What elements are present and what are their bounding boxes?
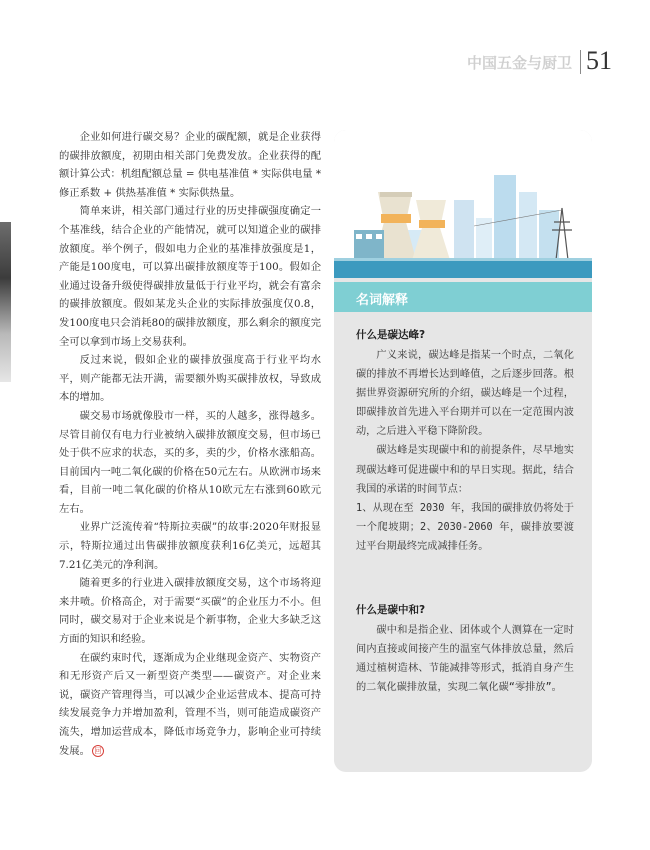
article-paragraph: 反过来说，假如企业的碳排放强度高于行业平均水平，则产能都无法开满，需要额外购买碳排放权，导致成本的增加。 xyxy=(59,354,321,404)
magazine-brand: 中国五金与厨卫 xyxy=(467,54,573,72)
article-body xyxy=(59,128,321,760)
article-paragraph: 碳交易市场就像股市一样，买的人越多，涨得越多。尽管目前仅有电力行业被纳入碳排放额度交易，但市场已处于供不应求的状态，买的多，卖的少，价格水涨船高。目前国内一吨二氧化碳的价格在50元左右。从欧洲市场来看，目前一吨二氧化碳的价格从10欧元左右涨到60欧元左右。 xyxy=(59,409,321,515)
factory-city-illustration xyxy=(334,130,592,278)
article-last-text: 在碳约束时代，逐渐成为企业继现金资产、实物资产和无形资产后又一新型资产类型——碳资产。对企业来说，碳资产管理得当，可以减少企业运营成本、提高可持续发展竞争力并增加盈利，管理不当，则可能造成碳资产流失，增加运营成本，降低市场竞争力，影响企业可持续发展。 xyxy=(59,651,321,757)
glossary-sidebar xyxy=(334,130,592,772)
page-number: 51 xyxy=(586,46,612,75)
article-paragraph: 业界广泛流传着“特斯拉卖碳”的故事:2020年财报显示，特斯拉通过出售碳排放额度获利16亿美元，远超其7.21亿美元的净利润。 xyxy=(59,521,321,571)
header-divider xyxy=(580,50,581,74)
question-heading-peak: 什么是碳达峰? xyxy=(356,329,426,341)
peak-paragraph: 碳达峰是实现碳中和的前提条件，尽早地实现碳达峰可促进碳中和的早日实现。据此，结合我国的承诺的时间节点： xyxy=(356,445,574,495)
peak-paragraph: 广义来说，碳达峰是指某一个时点，二氧化碳的排放不再增长达到峰值，之后逐步回落。根据世界资源研究所的介绍，碳达峰是一个过程，即碳排放首先进入平台期并可以在一定范围内波动，之后进入平稳下降阶段。 xyxy=(356,350,574,438)
glossary-band xyxy=(334,282,592,312)
peak-definition xyxy=(356,346,574,556)
article-paragraph-last xyxy=(59,649,321,761)
article-paragraph: 简单来讲，相关部门通过行业的历史排碳强度确定一个基准线，结合企业的产能情况，就可以知道企业的碳排放额度。举个例子，假如电力企业的基准排放强度是1，产能是100度电，可以算出碳排放额度等于100。假如企业通过设备升级使得碳排放量低于行业平均，就会有富余的碳排放额度。假如某龙头企业的实际排放强度仅0.8，发100度电只会消耗80的碳排放额度，那么剩余的额度完全可以拿到市场上交易获利。 xyxy=(59,205,321,348)
question-heading-neutral: 什么是碳中和? xyxy=(356,604,426,616)
end-mark-icon: 回 xyxy=(92,745,104,757)
neutral-definition xyxy=(356,621,574,697)
article-paragraph: 企业如何进行碳交易？企业的碳配额，就是企业获得的碳排放额度，初期由相关部门免费发放。企业获得的配额计算公式：机组配额总量 = 供电基准值 * 实际供电量 * 修正系数 + 供热基准值 * 实际供热量。 xyxy=(59,131,321,199)
peak-timeline: 1、从现在至 2030 年，我国的碳排放仍将处于一个爬坡期；2、2030-2060 年，碳排放要渡过平台期最终完成减排任务。 xyxy=(356,502,574,552)
glossary-title: 名词解释 xyxy=(356,293,409,308)
edge-photo-strip xyxy=(0,222,11,382)
article-paragraph: 随着更多的行业进入碳排放额度交易，这个市场将迎来井喷。价格高企，对于需要“买碳”的企业压力不小。但同时，碳交易对于企业来说是个新事物，企业大多缺乏这方面的知识和经验。 xyxy=(59,577,321,646)
neutral-paragraph: 碳中和是指企业、团体或个人测算在一定时间内直接或间接产生的温室气体排放总量，然后通过植树造林、节能减排等形式，抵消自身产生的二氧化碳排放量，实现二氧化碳“零排放”。 xyxy=(356,625,574,694)
